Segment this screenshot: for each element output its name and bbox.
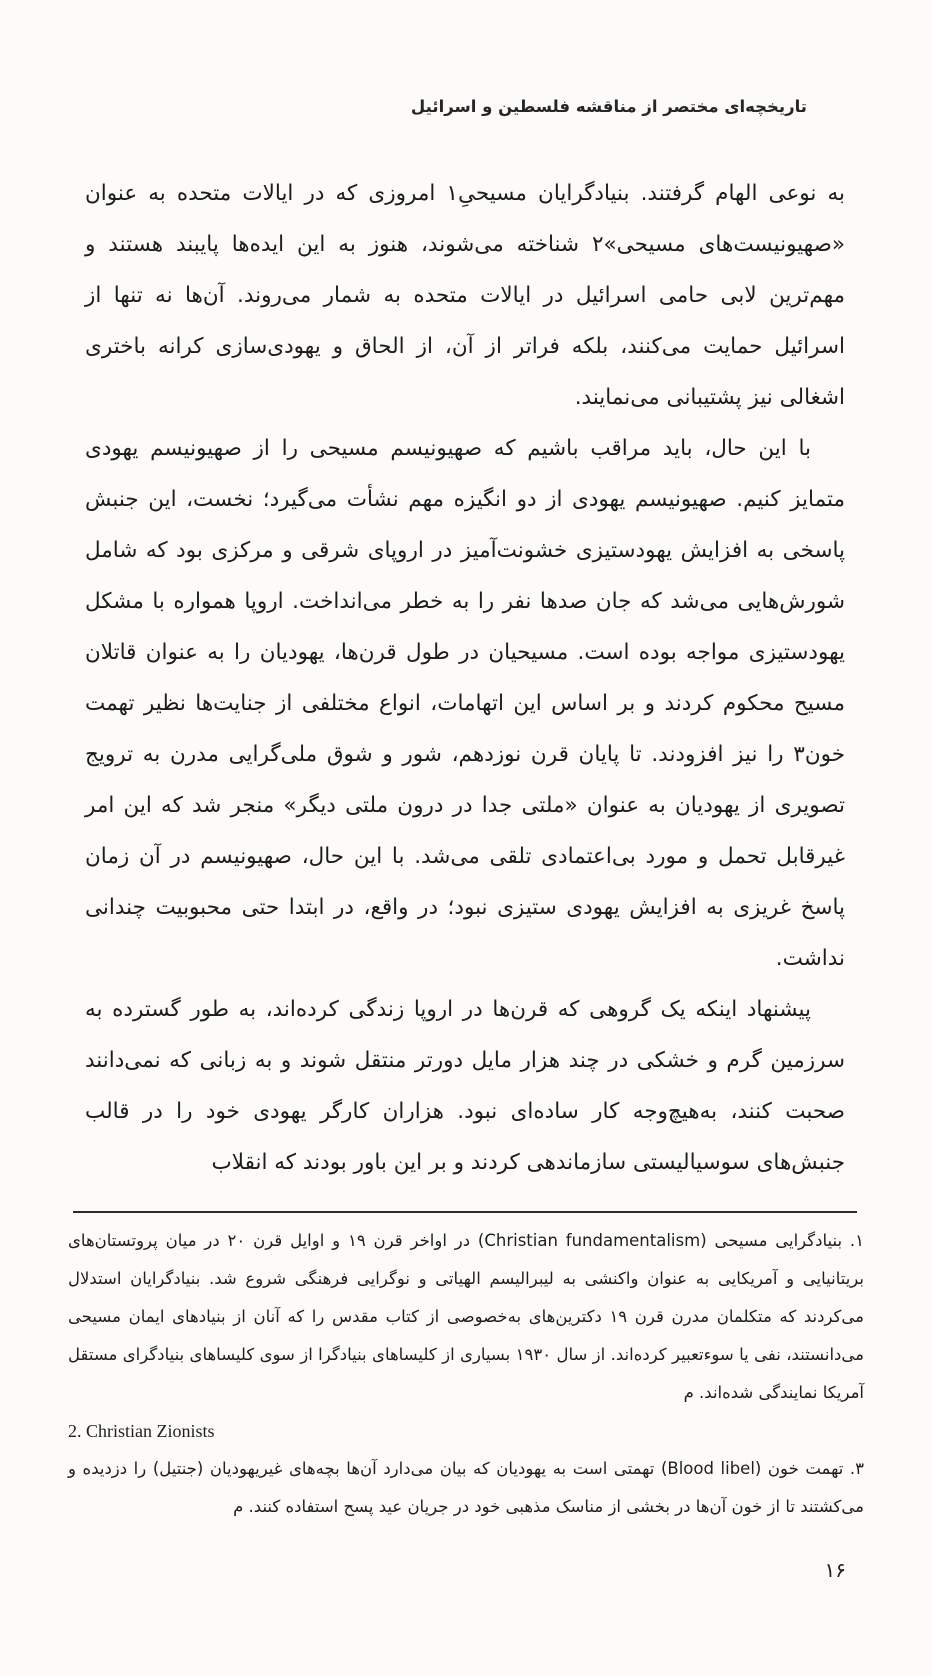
footnote: ۳. تهمت خون (Blood libel) تهمتی است به یهودیان که بیان می‌دارد آن‌ها بچه‌های غیریهودیان (جنتیل) را دزدیده و می‌کشتند تا از خون آن‌ها در بخشی از مناسک مذهبی خود در جریان عید پسح استفاده کنند. م [68,1459,864,1516]
body-paragraph: با این حال، باید مراقب باشیم که صهیونیسم مسیحی را از صهیونیسم یهودی متمایز کنیم. صهیونیسم یهودی از دو انگیزه مهم نشأت می‌گیرد؛ نخست، این جنبش پاسخی به افزایش یهودستیزی خشونت‌آمیز در اروپای شرقی و مرکزی بود که شامل شورش‌هایی می‌شد که جان صدها نفر را به خطر می‌انداخت. اروپا همواره با مشکل یهودستیزی مواجه بوده است. مسیحیان در طول قرن‌ها، یهودیان را به عنوان قاتلان مسیح محکوم کردند و بر اساس این اتهامات، انواع مختلفی از جنایت‌ها نظیر تهمت خون۳ را نیز افزودند. تا پایان قرن نوزدهم، شور و شوق ملی‌گرایی مدرن به ترویج تصویری از یهودیان به عنوان «ملتی جدا در درون ملتی دیگر» منجر شد که این امر غیرقابل تحمل و مورد بی‌اعتمادی تلقی می‌شد. با این حال، صهیونیسم در آن زمان پاسخ غریزی به افزایش یهودی ستیزی نبود؛ در واقع، در ابتدا حتی محبوبیت چندانی نداشت. [85,436,845,971]
footnote: ۱. بنیادگرایی مسیحی (Christian fundamentalism) در اواخر قرن ۱۹ و اوایل قرن ۲۰ در میان پروتستان‌های بریتانیایی و آمریکایی به عنوان واکنشی به لیبرالیسم الهیاتی و نوگرایی فرهنگی شروع شد. بنیادگرایان استدلال می‌کردند که متکلمان مدرن قرن ۱۹ دکترین‌های به‌خصوصی از کتاب مقدس را که آنان از بنیادهای ایمان مسیحی می‌دانستند، نفی یا سوءتعبیر کرده‌اند. از سال ۱۹۳۰ بسیاری از کلیساهای بنیادگرا از سوی کلیساهای بنیادگرای مستقل آمریکا نمایندگی شده‌اند. م [68,1231,865,1402]
footnotes [68,1222,864,1526]
page-number: ۱۶ [824,1558,846,1582]
body-paragraph: به نوعی الهام گرفتند. بنیادگرایان مسیحیِ۱ امروزی که در ایالات متحده به عنوان «صهیونیست‌های مسیحی»۲ شناخته می‌شوند، هنوز به این ایده‌ها پایبند هستند و مهم‌ترین لابی حامی اسرائیل در ایالات متحده به شمار می‌روند. آن‌ها نه تنها از اسرائیل حمایت می‌کنند، بلکه فراتر از آن، از الحاق و یهودی‌سازی کرانه باختری اشغالی نیز پشتیبانی می‌نمایند. [85,181,845,410]
body-paragraph: پیشنهاد اینکه یک گروهی که قرن‌ها در اروپا زندگی کرده‌اند، به طور گسترده به سرزمین گرم و خشکی در چند هزار مایل دورتر منتقل شوند و به زبانی که نمی‌دانند صحبت کنند، به‌هیچ‌وجه کار ساده‌ای نبود. هزاران کارگر یهودی خود را در قالب جنبش‌های سوسیالیستی سازماندهی کردند و بر این باور بودند که انقلاب [85,997,845,1175]
running-head: تاریخچه‌ای مختصر از مناقشه فلسطین و اسرائیل [410,97,807,116]
footnote-divider [73,1211,857,1213]
body-text [85,168,845,1188]
footnote: 2. Christian Zionists [68,1421,215,1441]
